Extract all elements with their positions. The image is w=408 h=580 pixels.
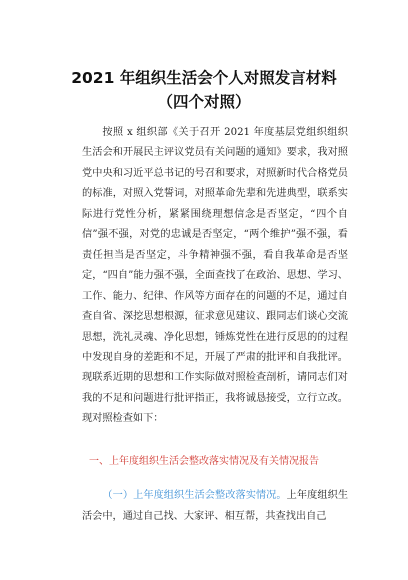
subsection-paragraph	[82, 486, 348, 527]
intro-paragraph: 按照 x 组织部《关于召开 2021 年度基层党组织组织生活会和开展民主评议党员有关问题的通知》要求，我对照党中央和习近平总书记的号召和要求，对照新时代合格党员的标准，对照入党誓词，对照革命先辈和先进典型，联系实际进行党性分析，紧紧围绕理想信念是否坚定，“四个自信”强不强，对党的忠诚是否坚定，“两个维护”强不强，看责任担当是否坚定，斗争精神强不强，看自我革命是否坚定，“四自”能力强不强，全面查找了在政治、思想、学习、工作、能力、纪律、作风等方面存在的问题的不足，通过自查自省、深挖思想根源，征求意见建议、跟同志们谈心交流思想，洗礼灵魂、净化思想，锤炼党性在进行反思的的过程中发现自身的差距和不足，开展了严肃的批评和自我批评。现联系近期的思想和工作实际做对照检查剖析，请同志们对我的不足和问题进行批评指正，我将诚恳接受，立行立改。现对照检查如下：	[82, 127, 348, 425]
subsection-label: （一）上年度组织生活会整改落实情况。	[102, 490, 287, 501]
document-title: 2021 年组织生活会个人对照发言材料	[71, 69, 337, 87]
document-subtitle: （四个对照）	[157, 93, 251, 111]
section-heading: 一、上年度组织生活会整改落实情况及有关情况报告	[89, 456, 319, 467]
subsection-text: 上年度组织生活会中，通过自己找、大家评、相互帮，共查找出自己	[82, 490, 349, 522]
